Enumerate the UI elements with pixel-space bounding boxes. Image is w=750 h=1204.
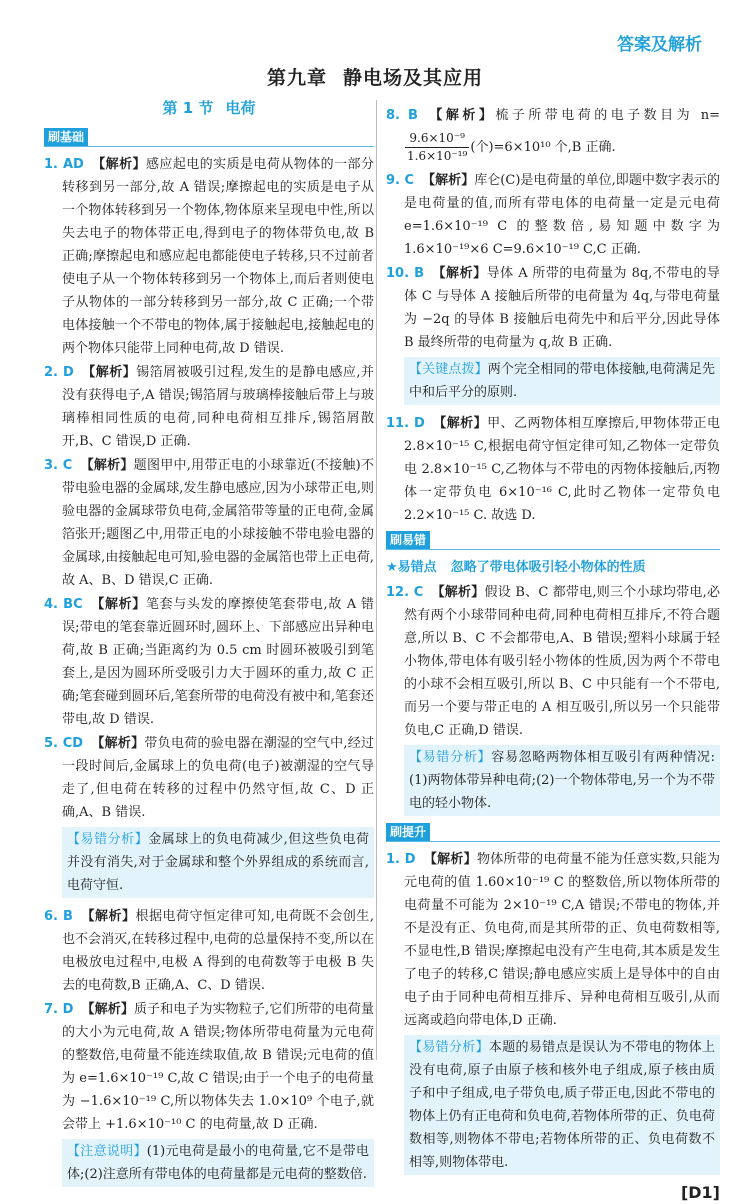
answer-text: 梳子所带电荷的电子数目为 n=: [495, 108, 720, 123]
answer-item: [44, 732, 374, 824]
section-name: 电荷: [225, 99, 256, 117]
fraction-denominator: 1.6×10⁻¹⁹: [407, 149, 468, 163]
section-title: [44, 97, 374, 120]
answer-number: 10. B: [386, 266, 424, 281]
analysis-label: 【解析】: [432, 416, 488, 431]
chapter-name: 静电场及其应用: [343, 67, 484, 89]
answer-number: 1. D: [386, 852, 416, 867]
answer-item: [386, 412, 720, 527]
note-text: (1)元电荷是最小的电荷量,它不是带电体;(2)注意所有带电体的电荷量都是元电荷的整数倍.: [67, 1144, 369, 1182]
tag-mistakes-bar: [386, 531, 720, 550]
answer-text: 根据电荷守恒定律可知,电荷既不会创生,也不会消灭,在转移过程中,电荷的总量保持不变,所以在电极放电过程中,电极 A 得到的电荷数等于电极 B 失去的电荷数,B 正确,A、C、D 错误.: [62, 909, 374, 993]
answer-text: 假设 B、C 都带电,则三个小球均带电,必然有两个小球带同种电荷,同种电荷相互排斥,不符合题意,所以 B、C 不会都带电,A、B 错误;塑料小球属于轻小物体,带电体有吸引轻小物体的性质,因为两个不带电的小球不会相互吸引,所以 B、C 中只能有一个不带电,而另一个要与带正电的 A 相互吸引,所以另一个只能带负电,C 正确,D 错误.: [404, 585, 720, 738]
answer-number: 4. BC: [44, 597, 83, 612]
answer-text: 锡箔屑被吸引过程,发生的是静电感应,并没有获得电子,A 错误;锡箔屑与玻璃棒接触后带上与玻璃棒相同性质的电荷,同种电荷相互排斥,锡箔屑散开,B、C 错误,D 正确.: [62, 365, 374, 449]
tag-advanced-bar: [386, 823, 720, 842]
answer-item: [386, 262, 720, 354]
note-box: [62, 827, 374, 898]
answer-item: [386, 169, 720, 261]
tag-advanced: 刷提升: [386, 823, 430, 841]
answer-number: 8. B: [386, 108, 418, 123]
analysis-label: 【解析】: [432, 266, 487, 281]
answer-item: [44, 905, 374, 997]
note-box: [404, 745, 720, 816]
answer-item: [44, 153, 374, 360]
note-box: [404, 357, 720, 405]
pitfall-heading: [386, 556, 720, 579]
answer-text: 笔套与头发的摩擦使笔套带电,故 A 错误;带电的笔套靠近圆环时,圆环上、下部感应出异种电荷,故 B 正确;当距离约为 0.5 cm 时圆环被吸引到笔套上,是因为圆环所受吸引力大于圆环的重力,故 C 正确;笔套碰到圆环后,笔套所带的电荷没有被中和,笔套还带电,故 D 错误.: [62, 597, 374, 727]
analysis-label: 【解析】: [90, 597, 146, 612]
note-box: [404, 1035, 720, 1175]
chapter-title: [0, 63, 750, 90]
analysis-label: 【解析】: [422, 173, 475, 188]
analysis-label: 【解析】: [80, 458, 134, 473]
answer-text: 库仑(C)是电荷量的单位,即题中数字表示的是电荷量的值,而所有带电体的电荷量一定是元电荷 e=1.6×10⁻¹⁹ C 的整数倍,易知题中数字为 1.6×10⁻¹⁹×6 C=9.6×10⁻¹⁹ C,C 正确.: [404, 173, 720, 257]
answer-item: [386, 581, 720, 742]
tag-basic-bar: [44, 128, 374, 147]
answer-item: [44, 454, 374, 592]
analysis-label: 【解析】: [425, 108, 496, 123]
tag-basic: 刷基础: [44, 128, 88, 146]
answer-number: 9. C: [386, 173, 415, 188]
answer-number: 11. D: [386, 416, 425, 431]
answer-item: [386, 104, 720, 168]
tag-mistakes: 刷易错: [386, 531, 430, 549]
answer-number: 1. AD: [44, 157, 84, 172]
note-text: 本题的易错点是误认为不带电的物体上没有电荷,原子由原子核和核外电子组成,原子核由质子和中子组成,电子带负电,质子带正电,因此不带电的物体上仍有正电荷和负电荷,若物体所带的正、负电荷数相等,则物体不带电;若物体所带的正、负电荷数不相等,则物体带电.: [409, 1040, 715, 1170]
answer-number: 3. C: [44, 458, 73, 473]
answer-number: 6. B: [44, 909, 73, 924]
answer-section-label: 答案及解析: [617, 35, 702, 55]
chapter-number: 第九章: [266, 67, 327, 89]
note-box: [62, 1139, 374, 1187]
page-number: [D1]: [680, 1183, 720, 1202]
answer-text: 题图甲中,用带正电的小球靠近(不接触)不带电验电器的金属球,发生静电感应,因为小球带正电,则验电器的金属球带负电荷,金属箔带等量的正电荷,金属箔张开;题图乙中,用带正电的小球接触不带电验电器的金属球,由接触起电可知,验电器的金属箔也带上正电荷,故 A、B、D 错误,C 正确.: [62, 458, 374, 588]
answer-text: 物体所带的电荷量不能为任意实数,只能为元电荷的值 1.60×10⁻¹⁹ C 的整数倍,所以物体所带的电荷量不可能为 2×10⁻¹⁹ C,A 错误;不带电的物体,并不是没有正、负电荷,而是其所带的正、负电荷数相等,不显电性,B 错误;摩擦起电没有产生电荷,其本质是发生了电子的转移,C 错误;静电感应实质上是导体中的自由电子由于同种电荷相互排斥、异种电荷相互吸引,从而远离或趋向带电体,D 正确.: [404, 852, 720, 1028]
note-text: 金属球上的负电荷减少,但这些负电荷并没有消失,对于金属球和整个外界组成的系统而言,电荷守恒.: [67, 832, 369, 893]
note-text: 容易忽略两物体相互吸引有两种情况:(1)两物体带异种电荷;(2)一个物体带电,另一个为不带电的轻小物体.: [409, 750, 715, 811]
note-label: 【易错分析】: [409, 750, 492, 765]
analysis-label: 【解析】: [80, 909, 136, 924]
analysis-label: 【解析】: [431, 585, 485, 600]
answer-text: 导体 A 所带的电荷量为 8q,不带电的导体 C 与导体 A 接触后所带的电荷量为 4q,与带电荷量为 −2q 的导体 B 接触后电荷先中和后平分,因此导体 B 最终所带的电荷量为 q,故 B 正确.: [404, 266, 720, 350]
pitfall-text: 忽略了带电体吸引轻小物体的性质: [450, 560, 646, 575]
fraction: [405, 130, 469, 165]
answer-number: 12. C: [386, 585, 424, 600]
section-number: 第 1 节: [162, 99, 214, 117]
analysis-label: 【解析】: [81, 365, 137, 380]
right-column: [386, 104, 720, 1204]
pitfall-star: ★易错点: [386, 560, 437, 575]
answer-text: 甲、乙两物体相互摩擦后,甲物体带正电 2.8×10⁻¹⁵ C,根据电荷守恒定律可知,乙物体一定带负电 2.8×10⁻¹⁵ C,乙物体与不带电的丙物体接触后,丙物体一定带负电 6×10⁻¹⁶ C,此时乙物体一定带负电 2.2×10⁻¹⁵ C. 故选 D.: [404, 416, 720, 523]
answer-text: 质子和电子为实物粒子,它们所带的电荷量的大小为元电荷,故 A 错误;物体所带电荷量为元电荷的整数倍,电荷量不能连续取值,故 B 错误;元电荷的值为 e=1.6×10⁻¹⁹ C,故 C 错误;由于一个电子的电荷量为 −1.6×10⁻¹⁹ C,所以物体失去 1.0×10⁹ 个电子,就会带上 +1.6×10⁻¹⁰ C 的电荷量,故 D 正确.: [62, 1002, 374, 1132]
answer-number: 5. CD: [44, 736, 84, 751]
answer-item: [44, 998, 374, 1136]
analysis-label: 【解析】: [423, 852, 477, 867]
answer-number: 2. D: [44, 365, 74, 380]
note-label: 【易错分析】: [409, 1040, 489, 1055]
answer-text: 带负电荷的验电器在潮湿的空气中,经过一段时间后,金属球上的负电荷(电子)被潮湿的空气导走了,但电荷在转移的过程中仍然守恒,故 C、D 正确,A、B 错误.: [62, 736, 374, 820]
left-column: [44, 97, 374, 1194]
note-label: 【关键点拨】: [409, 362, 488, 377]
note-text: 两个完全相同的带电体接触,电荷满足先中和后平分的原则.: [409, 362, 715, 400]
answer-number: 7. D: [44, 1002, 74, 1017]
fraction-numerator: 9.6×10⁻⁹: [405, 130, 469, 148]
analysis-label: 【解析】: [81, 1002, 134, 1017]
answer-text: 感应起电的实质是电荷从物体的一部分转移到另一部分,故 A 错误;摩擦起电的实质是电子从一个物体转移到另一个物体,物体原来呈现电中性,所以失去电子的物体带正电,得到电子的物体带负电,故 B 正确;摩擦起电和感应起电都能使电子转移,只不过前者使电子从一个物体转移到另一个物体上,而后者则使电子从物体的一部分转移到另一部分,故 C 正确;一个带电体接触一个不带电的物体,属于接触起电,接触起电的两个物体只能带上同种电荷,故 D 错误.: [62, 157, 374, 356]
note-label: 【易错分析】: [67, 832, 149, 847]
analysis-label: 【解析】: [91, 157, 146, 172]
answer-item: [44, 593, 374, 731]
column-divider: [376, 100, 377, 1060]
answer-item: [44, 361, 374, 453]
note-label: 【注意说明】: [67, 1144, 147, 1159]
answer-text: (个)=6×10¹⁰ 个,B 正确.: [470, 140, 616, 155]
answer-item: [386, 848, 720, 1032]
analysis-label: 【解析】: [91, 736, 145, 751]
